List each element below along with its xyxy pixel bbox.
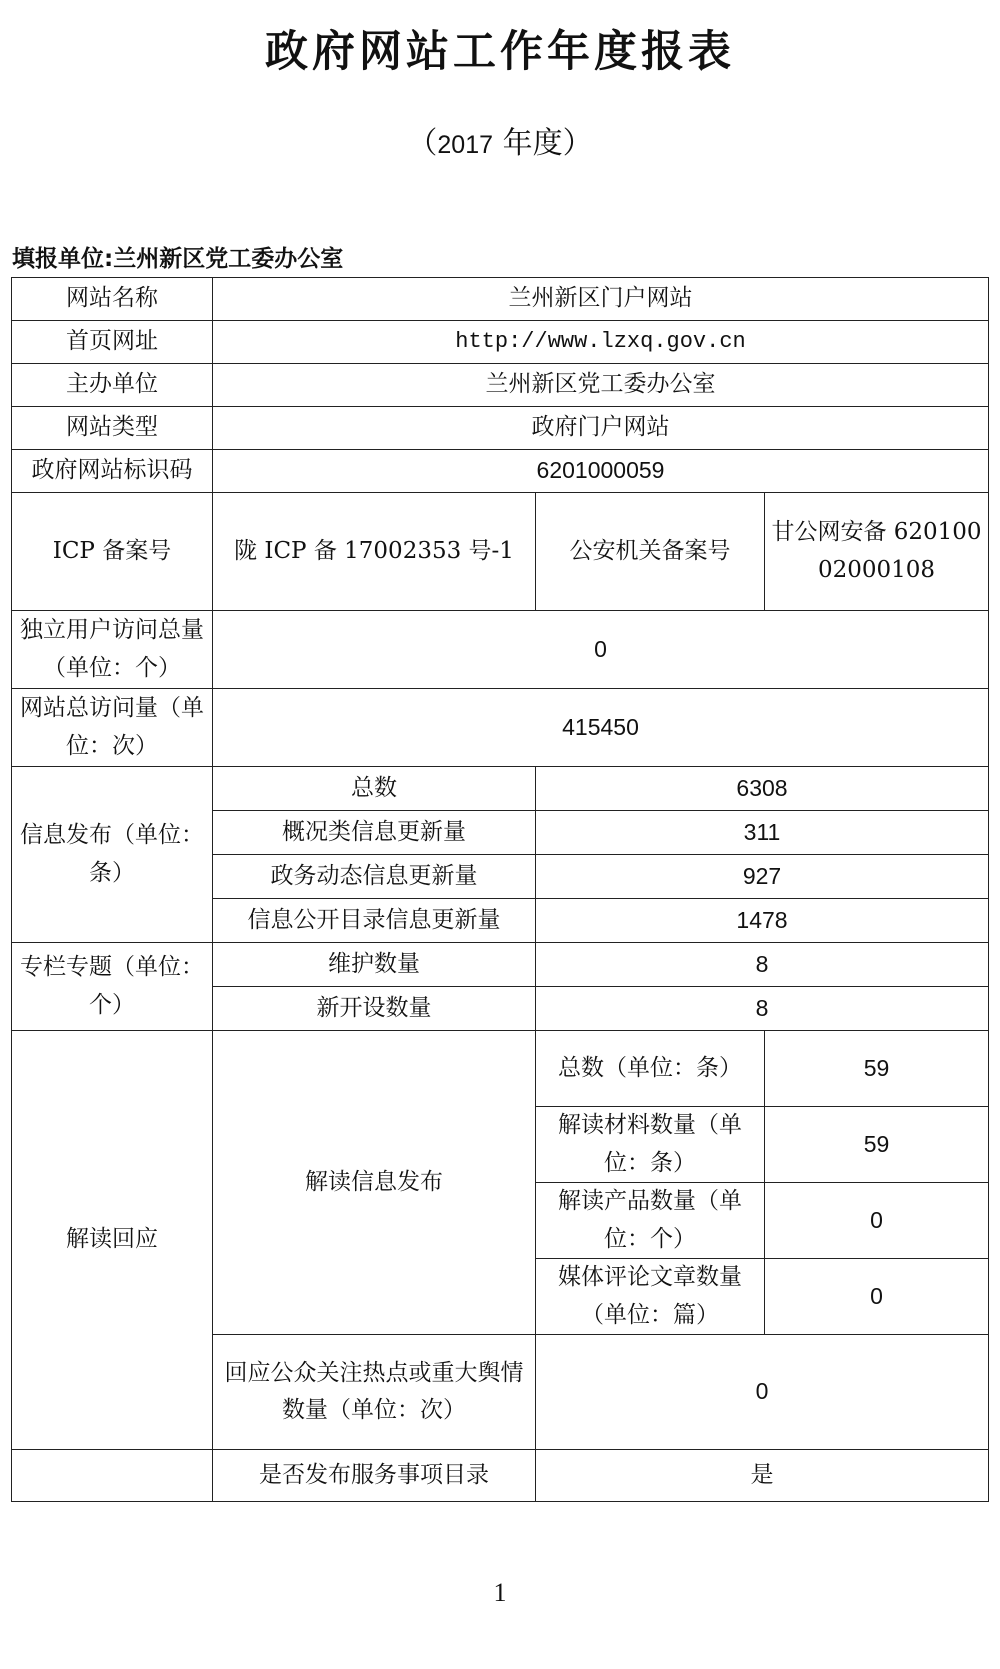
item-value: 59 <box>765 1031 989 1107</box>
row-label: 网站总访问量（单位：次） <box>12 689 213 767</box>
icp-value: 陇 ICP 备 17002353 号-1 <box>213 493 536 611</box>
item-label: 信息公开目录信息更新量 <box>213 899 536 943</box>
total-visits-value: 415450 <box>213 689 989 767</box>
row-label: 网站名称 <box>12 278 213 321</box>
page-number: 1 <box>493 1578 507 1607</box>
item-label: 总数 <box>213 767 536 811</box>
item-value: 6308 <box>536 767 989 811</box>
service-catalog-value: 是 <box>536 1450 989 1502</box>
site-name-value: 兰州新区门户网站 <box>213 278 989 321</box>
item-value: 927 <box>536 855 989 899</box>
unique-visitors-value: 0 <box>213 611 989 689</box>
section-label: 专栏专题（单位：个） <box>12 943 213 1031</box>
sponsor-value: 兰州新区党工委办公室 <box>213 364 989 407</box>
police-record-value: 甘公网安备 62010002000108 <box>765 493 989 611</box>
table-row <box>12 407 989 450</box>
empty-cell <box>12 1450 213 1502</box>
row-label: 独立用户访问总量（单位：个） <box>12 611 213 689</box>
item-label: 新开设数量 <box>213 987 536 1031</box>
response-label: 回应公众关注热点或重大舆情数量（单位：次） <box>213 1335 536 1450</box>
year-label: 年度） <box>493 126 593 161</box>
table-row <box>12 450 989 493</box>
row-label: 首页网址 <box>12 321 213 364</box>
item-label: 解读产品数量（单位：个） <box>536 1183 765 1259</box>
site-type-value: 政府门户网站 <box>213 407 989 450</box>
table-row <box>12 364 989 407</box>
table-row <box>12 321 989 364</box>
section-label: 解读回应 <box>12 1031 213 1450</box>
year-open: （ <box>407 126 438 161</box>
filling-unit: 填报单位:兰州新区党工委办公室 <box>12 246 344 272</box>
police-record-label: 公安机关备案号 <box>536 493 765 611</box>
sub-section-label: 解读信息发布 <box>213 1031 536 1335</box>
item-value: 1478 <box>536 899 989 943</box>
item-value: 0 <box>765 1259 989 1335</box>
item-value: 0 <box>765 1183 989 1259</box>
table-row <box>12 767 989 811</box>
item-value: 8 <box>536 943 989 987</box>
section-label: 信息发布（单位：条） <box>12 767 213 943</box>
table-row <box>12 1450 989 1502</box>
table-row <box>12 1031 989 1107</box>
item-value: 8 <box>536 987 989 1031</box>
site-id-value: 6201000059 <box>213 450 989 493</box>
item-label: 解读材料数量（单位：条） <box>536 1107 765 1183</box>
year-value: 2017 <box>437 131 494 159</box>
item-value: 59 <box>765 1107 989 1183</box>
item-label: 概况类信息更新量 <box>213 811 536 855</box>
document-title: 政府网站工作年度报表 <box>265 27 735 77</box>
row-label: 政府网站标识码 <box>12 450 213 493</box>
item-label: 政务动态信息更新量 <box>213 855 536 899</box>
document-year <box>0 118 1000 162</box>
response-value: 0 <box>536 1335 989 1450</box>
homepage-value: http://www.lzxq.gov.cn <box>213 321 989 364</box>
item-label: 媒体评论文章数量（单位：篇） <box>536 1259 765 1335</box>
table-row <box>12 689 989 767</box>
service-catalog-label: 是否发布服务事项目录 <box>213 1450 536 1502</box>
report-table <box>11 277 989 1502</box>
item-label: 维护数量 <box>213 943 536 987</box>
table-row <box>12 493 989 611</box>
table-row <box>12 943 989 987</box>
table-row <box>12 278 989 321</box>
row-label: 主办单位 <box>12 364 213 407</box>
table-row <box>12 611 989 689</box>
row-label: ICP 备案号 <box>12 493 213 611</box>
item-value: 311 <box>536 811 989 855</box>
item-label: 总数（单位：条） <box>536 1031 765 1107</box>
row-label: 网站类型 <box>12 407 213 450</box>
